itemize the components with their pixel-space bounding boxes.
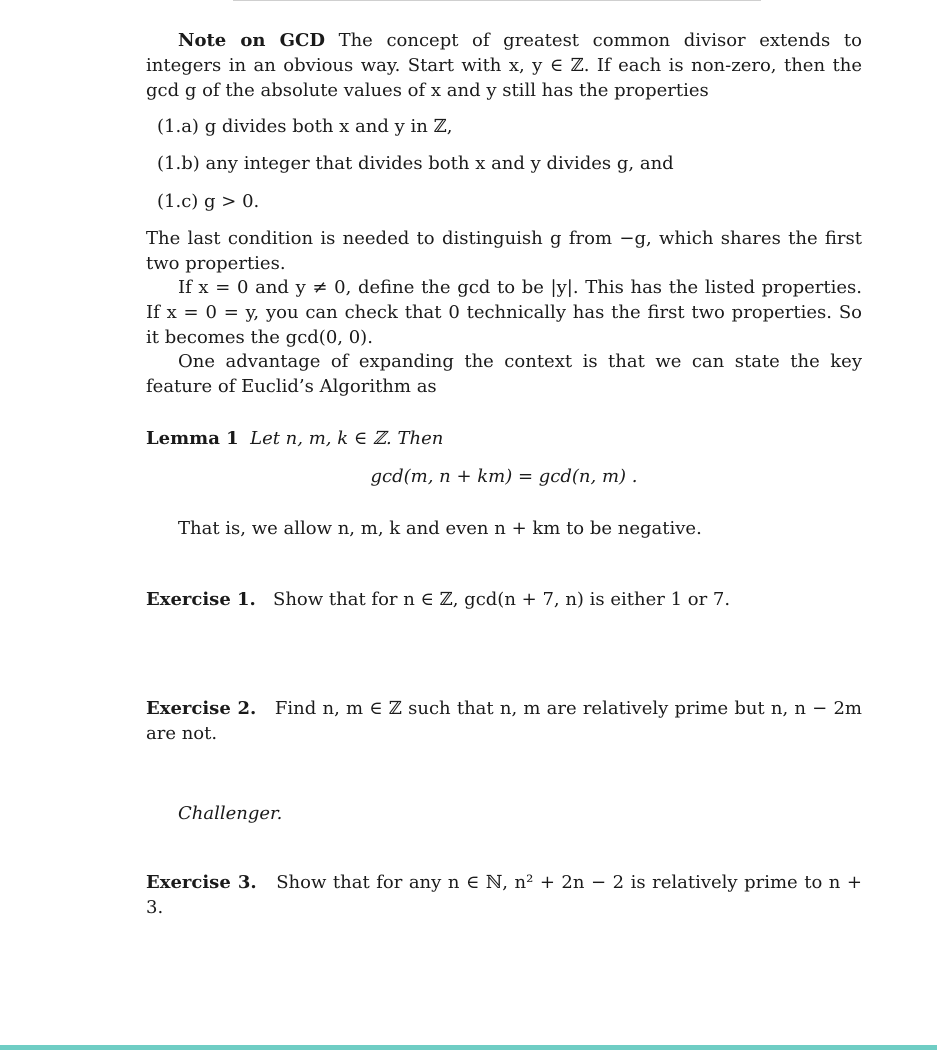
property-1c: [157, 189, 259, 214]
top-rule: [233, 0, 761, 1]
property-label: (1.a): [157, 116, 199, 137]
after-properties-paragraph: The last condition is needed to distinguish g from −g, which shares the first two properties.: [146, 228, 862, 274]
exercise-label: Exercise 2.: [146, 698, 257, 719]
bottom-accent-bar: [0, 1045, 937, 1050]
exercise-text: Show that for any n ∈ ℕ, n² + 2n − 2 is relatively prime to n + 3.: [146, 872, 862, 918]
note-intro: The concept of greatest common divisor extends to integers in an obvious way. Start with x, y ∈ ℤ. If each is non-zero, then the gcd g of the absolute values of x and y still has the properties: [146, 30, 862, 101]
lemma-statement: Let n, m, k ∈ ℤ. Then: [250, 428, 444, 449]
lemma-label: Lemma 1: [146, 428, 239, 449]
note-heading: Note on GCD: [178, 30, 325, 51]
exercise-text: Find n, m ∈ ℤ such that n, m are relatively prime but n, n − 2m are not.: [146, 698, 862, 744]
property-label: (1.b): [157, 153, 200, 174]
note-paragraph: [146, 28, 862, 103]
advantage-paragraph: One advantage of expanding the context is that we can state the key feature of Euclid’s Algorithm as: [146, 351, 862, 397]
exercise-2: [146, 696, 862, 746]
exercise-label: Exercise 3.: [146, 872, 257, 893]
exercise-1: [146, 587, 862, 612]
exercise-3: [146, 870, 862, 920]
exercise-text: Show that for n ∈ ℤ, gcd(n + 7, n) is either 1 or 7.: [273, 589, 731, 610]
lemma-block: [146, 426, 862, 451]
property-label: (1.c): [157, 191, 199, 212]
property-1b: [157, 151, 674, 176]
lemma-remark: That is, we allow n, m, k and even n + km to be negative.: [178, 518, 702, 539]
zero-case-paragraph: If x = 0 and y ≠ 0, define the gcd to be |y|. This has the listed properties. If x = 0 = y, you can check that 0 technically has the first two properties. So it becomes the gcd(0, 0).: [146, 277, 862, 348]
property-text: g divides both x and y in ℤ,: [204, 116, 453, 137]
challenger-label: Challenger.: [178, 803, 283, 824]
property-text: g > 0.: [204, 191, 260, 212]
exercise-label: Exercise 1.: [146, 589, 256, 610]
property-text: any integer that divides both x and y divides g, and: [205, 153, 674, 174]
property-1a: [157, 114, 452, 139]
lemma-equation: gcd(m, n + km) = gcd(n, m) .: [370, 466, 638, 487]
